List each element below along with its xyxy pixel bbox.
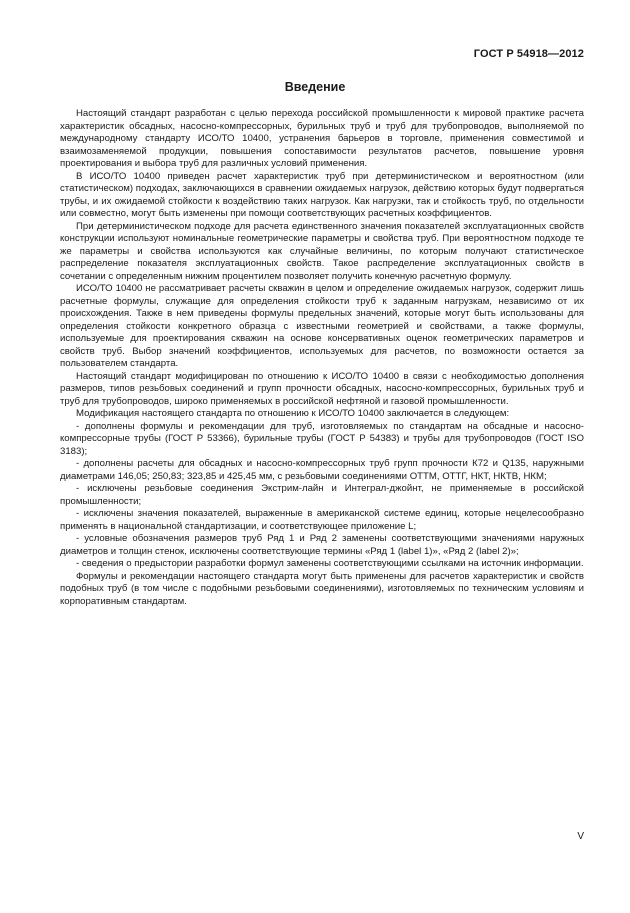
list-item: - дополнены расчеты для обсадных и насосно-компрессорных труб групп прочности К72 и Q135, наружными диаметрами 146,05; 250,83; 323,85 и 425,45 мм, с резьбовыми соединениями ОТТМ, ОТТГ, НКТ, НКТВ, НКМ; bbox=[60, 458, 584, 482]
paragraph: Формулы и рекомендации настоящего стандарта могут быть применены для расчетов характеристик и свойств подобных труб (в том числе с подобными резьбовыми соединениями), изготовляемых по техническим условиям и корпоративным стандартам. bbox=[60, 570, 584, 607]
list-item: - дополнены формулы и рекомендации для труб, изготовляемых по стандартам на обсадные и насосно-компрессорные трубы (ГОСТ Р 53366), бурильные трубы (ГОСТ Р 54383) и трубы для трубопроводов (ГОСТ ISO 3183); bbox=[60, 420, 584, 457]
list-item: - сведения о предыстории разработки формул заменены соответствующими ссылками на источник информации. bbox=[76, 558, 584, 569]
document-number-header: ГОСТ Р 54918—2012 bbox=[473, 48, 584, 60]
paragraph: ИСО/ТО 10400 не рассматривает расчеты скважин в целом и определение ожидаемых нагрузок, содержит лишь расчетные формулы, служащие для определения стойкости труб к заданным нагрузкам, независимо от их происхождения. Также в нем приведены формулы предельных значений, которые могут быть использованы для определения стойкости конкретного образца с известными геометрией и свойствами, а также формулы, используемые для проектирования скважин на основе консервативных оценок геометрических параметров и свойств труб. Выбор значений коэффициентов, используемых для расчетов, по возможности остается за пользователем стандарта. bbox=[60, 283, 584, 369]
page-title: Введение bbox=[284, 80, 346, 94]
paragraph: Модификация настоящего стандарта по отношению к ИСО/ТО 10400 заключается в следующем: bbox=[76, 408, 510, 419]
list-item: - исключены значения показателей, выраженные в американской системе единиц, которые нецелесообразно применять в национальной стандартизации, и соответствующее приложение L; bbox=[60, 508, 584, 532]
paragraph: В ИСО/ТО 10400 приведен расчет характеристик труб при детерминистическом и вероятностном (или статистическом) подходах, заключающихся в сравнении ожидаемых нагрузок, действию которых будут подвергаться трубы, и их ожидаемой стойкости к воздействию таких нагрузок. Как нагрузки, так и стойкость труб, по отдельности или совместно, могут быть изменены при помощи соответствующих расчетных коэффициентов. bbox=[60, 170, 584, 219]
list-item: - условные обозначения размеров труб Ряд 1 и Ряд 2 заменены соответствующими значениями наружных диаметров и толщин стенок, исключены соответствующие термины «Ряд 1 (label 1)», «Ряд 2 (label 2)»; bbox=[60, 533, 584, 557]
page-number: V bbox=[577, 831, 584, 842]
list-item: - исключены резьбовые соединения Экстрим-лайн и Интеграл-джойнт, не применяемые в российской промышленности; bbox=[60, 483, 584, 507]
paragraph: Настоящий стандарт разработан с целью перехода российской промышленности к мировой практике расчета характеристик обсадных, насосно-компрессорных, бурильных труб и труб для трубопроводов, выполняемой по международному стандарту ИСО/ТО 10400, устранения барьеров в торговле, применения совместимой и взаимозаменяемой продукции, повышения сопоставимости результатов расчетов, повышение уровня проектирования и выбора труб для различных условий применения. bbox=[60, 108, 584, 169]
paragraph: Настоящий стандарт модифицирован по отношению к ИСО/ТО 10400 в связи с необходимостью дополнения размеров, типов резьбовых соединений и групп прочности обсадных, насосно-компрессорных, бурильных труб и труб для трубопроводов, широко применяемых в российской нефтяной и газовой промышленности. bbox=[60, 370, 584, 407]
introduction-body bbox=[60, 108, 584, 608]
paragraph: При детерминистическом подходе для расчета единственного значения показателей эксплуатационных свойств конструкции используют номинальные геометрические параметры и свойства труб. При вероятностном подходе те же параметры и свойства используются как случайные величины, по которым получают статистическое распределение показателя эксплуатационных свойств. Такое распределение эксплуатационных свойств в сочетании с определенным нижним процентилем позволяет получить конечную расчетную формулу. bbox=[60, 220, 584, 282]
